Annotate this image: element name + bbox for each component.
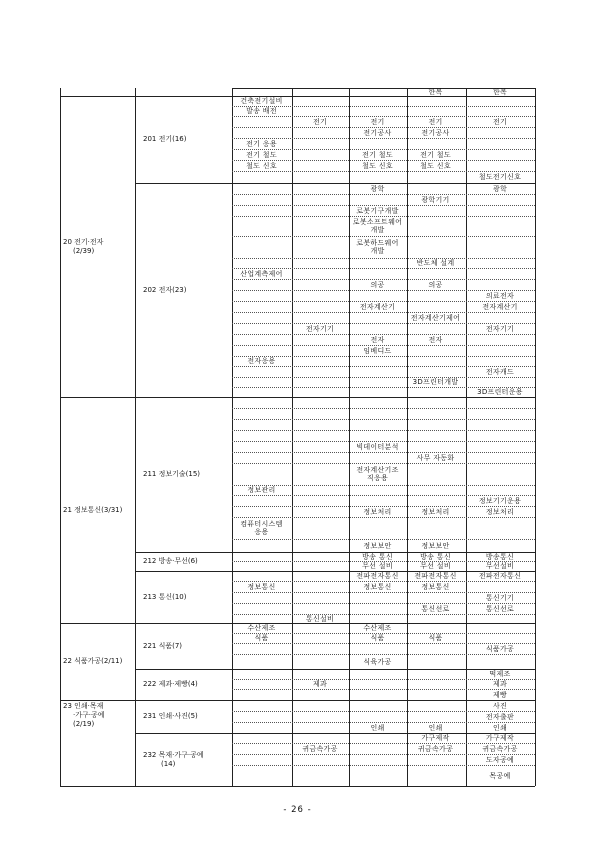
cell-line: 개발 bbox=[370, 226, 385, 234]
table-cell-text bbox=[466, 118, 534, 126]
table-cell-text bbox=[407, 118, 464, 126]
sub-group-title: 213 통신(10) bbox=[143, 592, 187, 601]
cell-line: 수산제조 bbox=[363, 624, 392, 632]
cell-line: 로봇기구개발 bbox=[356, 206, 399, 215]
table-cell-text bbox=[349, 466, 406, 482]
page-number: - 26 - bbox=[283, 805, 312, 815]
cell-line: 귀금속가공 bbox=[482, 744, 518, 753]
table-cell-text bbox=[466, 691, 534, 699]
table-cell-text bbox=[466, 572, 534, 580]
table-cell-text bbox=[466, 645, 534, 653]
table-cell-text bbox=[349, 185, 406, 193]
column-divider bbox=[349, 88, 350, 786]
table-cell-text bbox=[349, 347, 406, 355]
cell-line: 전자기기 bbox=[305, 324, 335, 333]
cell-line: 제과 bbox=[492, 680, 508, 688]
major-group-title: 21 정보통신(3/31) bbox=[63, 505, 123, 514]
cell-line: 의료전자 bbox=[485, 291, 515, 300]
cell-line: 철도전기신호 bbox=[478, 173, 522, 181]
cell-line: 방송통신 bbox=[485, 552, 515, 561]
table-cell-text bbox=[466, 185, 534, 193]
table-cell-text bbox=[407, 634, 464, 642]
table-cell-text bbox=[466, 713, 534, 721]
column-divider bbox=[60, 88, 61, 786]
cell-line: 제빵 bbox=[492, 690, 508, 699]
major-group-title: 20 전기·전자 bbox=[63, 237, 104, 246]
cell-line: 전자계산기 bbox=[482, 302, 518, 311]
cell-line: 전자기기 bbox=[485, 324, 515, 333]
group-divider bbox=[60, 623, 535, 624]
table-cell-text bbox=[233, 520, 290, 536]
table-cell-text bbox=[349, 207, 406, 215]
column-divider bbox=[232, 88, 233, 786]
sub-group-label bbox=[143, 712, 198, 721]
table-cell-text bbox=[466, 562, 534, 570]
cell-line: 귀금속가공 bbox=[302, 744, 338, 753]
cell-line: 수산제조 bbox=[247, 624, 276, 632]
table-cell-text bbox=[233, 140, 290, 148]
cell-line: 식품 bbox=[428, 634, 443, 642]
cell-line: 무선 설비 bbox=[362, 562, 393, 570]
cell-line: 인쇄 bbox=[370, 723, 385, 732]
cell-line: 전파전자통신 bbox=[414, 572, 457, 580]
table-cell-text bbox=[349, 624, 406, 632]
table-cell-text bbox=[407, 378, 464, 386]
table-cell-text bbox=[407, 151, 464, 159]
table-cell-text bbox=[407, 605, 464, 613]
table-cell-text bbox=[349, 218, 406, 234]
cell-line: 임베디드 bbox=[363, 346, 392, 355]
table-cell-text bbox=[466, 680, 534, 688]
cell-line: 정보통신 bbox=[363, 582, 392, 591]
column-divider bbox=[407, 88, 408, 786]
cell-line: 통신선로 bbox=[421, 604, 450, 613]
major-group-title: 22 식품가공(2/11) bbox=[63, 657, 123, 665]
cell-line: 한복 bbox=[428, 88, 443, 96]
table-cell-text bbox=[466, 292, 534, 300]
cell-line: 제과 bbox=[312, 680, 328, 688]
cell-line: 전기 bbox=[492, 117, 508, 126]
table-cell-text bbox=[292, 745, 348, 753]
cell-line: 광학 bbox=[370, 184, 385, 193]
cell-line: 건축전기설비 bbox=[240, 97, 283, 105]
group-divider bbox=[60, 96, 535, 97]
cell-line: 전기 철도 bbox=[362, 150, 393, 159]
cell-line: 철도 신호 bbox=[362, 161, 393, 170]
sub-group-title: 231 인쇄·사진(5) bbox=[143, 712, 198, 720]
table-cell-text bbox=[466, 508, 534, 516]
table-cell-text bbox=[349, 724, 406, 732]
table-cell-text bbox=[233, 97, 290, 105]
group-divider bbox=[60, 700, 535, 701]
table-cell-text bbox=[349, 634, 406, 642]
table-cell-text bbox=[466, 173, 534, 181]
table-cell-text bbox=[466, 594, 534, 602]
table-cell-text bbox=[407, 562, 464, 570]
table-cell-text bbox=[233, 151, 290, 159]
table-cell-text bbox=[292, 118, 348, 126]
major-group-label bbox=[63, 702, 105, 729]
cell-line: 정보처리 bbox=[485, 507, 515, 516]
sub-group-label bbox=[143, 642, 182, 651]
table-cell-text bbox=[407, 724, 464, 732]
sub-group-label bbox=[143, 593, 186, 602]
table-cell-text bbox=[349, 151, 406, 159]
cell-line: 로봇소프트웨어 bbox=[352, 218, 403, 226]
table-cell-text bbox=[233, 107, 290, 115]
table-cell-text bbox=[349, 583, 406, 591]
row-divider bbox=[232, 419, 535, 420]
cell-line: 전파전자통신 bbox=[478, 572, 522, 580]
table-cell-text bbox=[407, 553, 464, 561]
table-cell-text bbox=[466, 88, 534, 96]
cell-line: 정보보안 bbox=[421, 541, 450, 550]
cell-line: 철도 신호 bbox=[420, 161, 451, 170]
table-cell-text bbox=[407, 572, 464, 580]
row-divider bbox=[232, 654, 535, 655]
sub-group-label bbox=[143, 135, 186, 144]
table-cell-text bbox=[349, 118, 406, 126]
cell-line: 식품 bbox=[254, 634, 269, 642]
sub-group-title: 221 식품(7) bbox=[143, 641, 183, 650]
row-divider bbox=[232, 408, 535, 409]
cell-line: 전기공사 bbox=[421, 128, 450, 137]
cell-line: 전자캐드 bbox=[485, 367, 515, 376]
cell-line: 전기 응용 bbox=[246, 139, 277, 148]
table-cell-text bbox=[466, 702, 534, 710]
cell-line: 귀금속가공 bbox=[417, 744, 454, 753]
major-group-label bbox=[63, 657, 122, 666]
table-cell-text bbox=[407, 196, 464, 204]
table-cell-text bbox=[407, 259, 464, 267]
cell-line: 정보통신 bbox=[247, 582, 276, 591]
table-cell-text bbox=[466, 734, 534, 742]
cell-line: 광학기기 bbox=[421, 195, 450, 204]
cell-line: 떡제조 bbox=[489, 670, 511, 678]
cell-line: 전기 철도 bbox=[246, 150, 277, 159]
table-cell-text bbox=[407, 162, 464, 170]
table-cell-text bbox=[292, 680, 348, 688]
column-divider bbox=[535, 88, 536, 786]
row-divider bbox=[232, 517, 535, 518]
group-divider bbox=[60, 786, 535, 787]
table-cell-text bbox=[349, 162, 406, 170]
major-group-title: 23 인쇄·목재 bbox=[63, 701, 104, 710]
sub-group-label bbox=[143, 680, 198, 689]
table-cell-text bbox=[349, 336, 406, 344]
table-cell-text bbox=[407, 314, 464, 322]
table-cell-text bbox=[233, 162, 290, 170]
sub-group-title: 232 목재·가구·공예 bbox=[143, 750, 204, 759]
row-divider bbox=[232, 216, 535, 217]
table-cell-text bbox=[466, 553, 534, 561]
cell-line: 식육가공 bbox=[363, 657, 392, 666]
cell-line: 정보처리 bbox=[363, 507, 392, 516]
table-cell-text bbox=[292, 325, 348, 333]
sub-group-title: 211 정보기술(15) bbox=[143, 470, 201, 478]
cell-line: 전자계산기조 bbox=[356, 466, 399, 474]
cell-line: 3D프린터운용 bbox=[477, 388, 523, 396]
row-divider bbox=[232, 614, 535, 615]
sub-group-title: 202 전자(23) bbox=[143, 285, 187, 294]
cell-line: 전자계산기제어 bbox=[410, 313, 461, 322]
cell-line: 도자공예 bbox=[485, 755, 515, 764]
cell-line: 산업계측제어 bbox=[240, 269, 283, 278]
row-divider bbox=[232, 539, 535, 540]
cell-line: 전자출판 bbox=[485, 712, 515, 721]
cell-line: 통신선로 bbox=[485, 604, 515, 613]
sub-group-label bbox=[143, 286, 186, 295]
row-divider bbox=[232, 377, 535, 378]
table-cell-text bbox=[407, 281, 464, 289]
sub-group-label bbox=[143, 557, 198, 566]
table-cell-text bbox=[407, 542, 464, 550]
table-cell-text bbox=[407, 88, 464, 96]
cell-line: 직응용 bbox=[366, 474, 389, 482]
table-cell-text bbox=[349, 129, 406, 137]
cell-line: 의공 bbox=[428, 280, 443, 289]
table-cell-text bbox=[466, 670, 534, 678]
row-divider bbox=[232, 194, 535, 195]
cell-line: 발송 배전 bbox=[246, 107, 277, 115]
table-cell-text bbox=[233, 357, 290, 365]
cell-line: 전기공사 bbox=[363, 128, 392, 137]
cell-line: 광학 bbox=[492, 184, 508, 193]
table-cell-text bbox=[292, 615, 348, 623]
table-cell-text bbox=[466, 388, 534, 396]
sub-group-label bbox=[143, 470, 200, 479]
cell-line: 로봇하드웨어 bbox=[356, 239, 399, 247]
table-cell-text bbox=[407, 508, 464, 516]
column-divider bbox=[135, 88, 136, 786]
cell-line: 전파전자통신 bbox=[356, 572, 399, 580]
table-cell-text bbox=[349, 542, 406, 550]
cell-line: 식품가공 bbox=[485, 644, 515, 653]
cell-line: 전자응용 bbox=[247, 357, 276, 365]
table-cell-text bbox=[349, 658, 406, 666]
cell-line: 가구제작 bbox=[421, 734, 450, 742]
cell-line: 전자계산기 bbox=[359, 302, 396, 311]
group-divider bbox=[60, 397, 535, 398]
major-group-count: (2/19) bbox=[73, 719, 95, 728]
cell-line: 사무 자동화 bbox=[416, 453, 455, 462]
table-cell-text bbox=[407, 129, 464, 137]
row-divider bbox=[232, 236, 535, 237]
row-divider bbox=[232, 430, 535, 431]
table-cell-text bbox=[349, 303, 406, 311]
table-cell-text bbox=[466, 497, 534, 505]
row-divider bbox=[232, 765, 535, 766]
table-cell-text bbox=[233, 583, 290, 591]
row-divider bbox=[232, 258, 535, 259]
table-cell-text bbox=[407, 336, 464, 344]
cell-line: 3D프린터개발 bbox=[412, 378, 459, 386]
cell-line: 전기 bbox=[370, 117, 385, 126]
cell-line: 무선설비 bbox=[485, 562, 515, 570]
table-cell-text bbox=[349, 281, 406, 289]
major-group-label bbox=[63, 506, 122, 515]
row-divider bbox=[232, 463, 535, 464]
cell-line: 빅데이터분석 bbox=[356, 442, 399, 451]
cell-line: 사진 bbox=[492, 701, 508, 710]
major-group-count: ·가구·공예 bbox=[73, 710, 105, 719]
table-cell-text bbox=[349, 562, 406, 570]
table-cell-text bbox=[349, 508, 406, 516]
cell-line: 전기 bbox=[312, 117, 328, 126]
cell-line: 통신설비 bbox=[305, 614, 335, 623]
table-cell-text bbox=[233, 634, 290, 642]
table-cell-text bbox=[407, 734, 464, 742]
table-cell-text bbox=[466, 756, 534, 764]
row-divider bbox=[232, 452, 535, 453]
sub-group-title: 212 방송·무선(6) bbox=[143, 557, 198, 565]
cell-line: 의공 bbox=[370, 280, 385, 289]
table-cell-text bbox=[407, 583, 464, 591]
table-cell-text bbox=[466, 368, 534, 376]
cell-line: 컴퓨터시스템 bbox=[240, 520, 283, 528]
cell-line: 정보관리 bbox=[247, 486, 276, 494]
cell-line: 목공예 bbox=[489, 771, 511, 780]
table-cell-text bbox=[466, 325, 534, 333]
table-cell-text bbox=[349, 239, 406, 255]
cell-line: 정보통신 bbox=[421, 582, 450, 591]
cell-line: 한복 bbox=[492, 88, 508, 96]
table-cell-text bbox=[233, 486, 290, 494]
row-divider bbox=[232, 312, 535, 313]
cell-line: 정보기기운용 bbox=[478, 496, 522, 505]
table-cell-text bbox=[233, 270, 290, 278]
cell-line: 전기 철도 bbox=[420, 150, 451, 159]
cell-line: 식품 bbox=[370, 634, 385, 642]
major-group-count: (2/39) bbox=[73, 246, 95, 255]
cell-line: 전기 bbox=[428, 117, 443, 126]
table-cell-text bbox=[349, 443, 406, 451]
table-cell-text bbox=[466, 772, 534, 780]
table-cell-text bbox=[466, 605, 534, 613]
cell-line: 개발 bbox=[370, 247, 385, 255]
cell-line: 정보보안 bbox=[363, 541, 392, 550]
cell-line: 철도 신호 bbox=[246, 161, 277, 170]
cell-line: 방송 통신 bbox=[420, 552, 451, 561]
cell-line: 전자 bbox=[370, 335, 385, 344]
cell-line: 반도체 설계 bbox=[416, 259, 455, 267]
cell-line: 전자 bbox=[428, 335, 443, 344]
cell-line: 통신기기 bbox=[485, 593, 515, 602]
table-cell-text bbox=[349, 572, 406, 580]
row-divider bbox=[232, 171, 535, 172]
cell-line: 응용 bbox=[254, 528, 269, 536]
cell-line: 인쇄 bbox=[492, 723, 508, 732]
major-group-label bbox=[63, 238, 103, 256]
sub-group-title: 201 전기(16) bbox=[143, 135, 187, 143]
sub-group-title: 222 제과·제빵(4) bbox=[143, 680, 198, 688]
table-cell-text bbox=[407, 454, 464, 462]
cell-line: 방송 통신 bbox=[362, 552, 393, 561]
cell-line: 정보처리 bbox=[421, 507, 450, 516]
table-cell-text bbox=[349, 553, 406, 561]
table-cell-text bbox=[233, 624, 290, 632]
sub-group-label bbox=[143, 751, 204, 769]
table-cell-text bbox=[466, 303, 534, 311]
cell-line: 인쇄 bbox=[428, 723, 443, 732]
table-cell-text bbox=[407, 745, 464, 753]
table-cell-text bbox=[466, 745, 534, 753]
cell-line: 무선 설비 bbox=[420, 562, 451, 570]
sub-group-count: (14) bbox=[161, 759, 176, 768]
cell-line: 가구제작 bbox=[485, 734, 515, 742]
table-cell-text bbox=[466, 724, 534, 732]
